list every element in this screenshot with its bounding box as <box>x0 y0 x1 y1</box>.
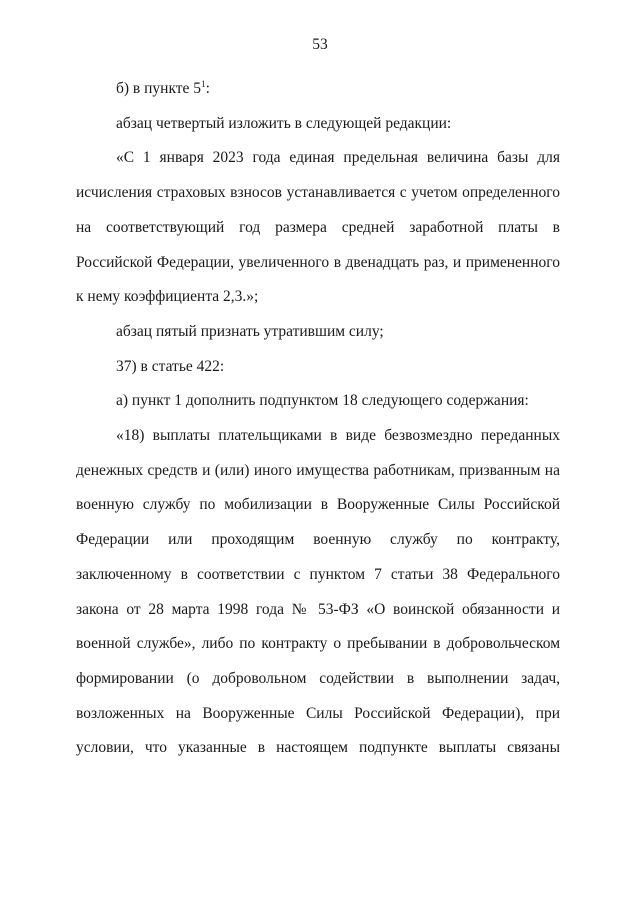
paragraph-subpoint-18: «18) выплаты плательщиками в виде безвозмездно переданных денежных средств и (или) иного имущества работникам, призванным на военную службу по мобилизации в Вооруженные Силы Российской Федерации или проходящим военную службу по контракту, заключенному в соответствии с пунктом 7 статьи 38 Федерального закона от 28 марта 1998 года № 53-ФЗ «О воинской обязанности и военной службе», либо по контракту о пребывании в добровольческом формировании (о добровольном содействии в выполнении задач, возложенных на Вооруженные Силы Российской Федерации), при условии, что указанные в настоящем подпункте выплаты связаны <box>76 427 560 757</box>
paragraph-abzac-four: абзац четвертый изложить в следующей редакции: <box>116 114 452 132</box>
paragraph-subpoint-b <box>76 72 560 107</box>
paragraph-article-422: 37) в статье 422: <box>116 357 225 375</box>
paragraph-subpoint-b-text: б) в пункте 5 <box>116 80 202 97</box>
paragraph-point-a: а) пункт 1 дополнить подпунктом 18 следующего содержания: <box>116 392 529 410</box>
paragraph-subpoint-b-colon: : <box>205 80 210 97</box>
paragraph-quoted-rule: «С 1 января 2023 года единая предельная величина базы для исчисления страховых взносов устанавливается с учетом определенного на соответствующий год размера средней заработной платы в Российской Федерации, увеличенного в двенадцать раз, и примененного к нему коэффициента 2,3.»; <box>76 149 560 306</box>
page-number: 53 <box>312 36 328 53</box>
superscript-index: 1 <box>201 78 206 89</box>
document-body <box>76 72 560 766</box>
paragraph-abzac-five: абзац пятый признать утратившим силу; <box>116 322 384 340</box>
